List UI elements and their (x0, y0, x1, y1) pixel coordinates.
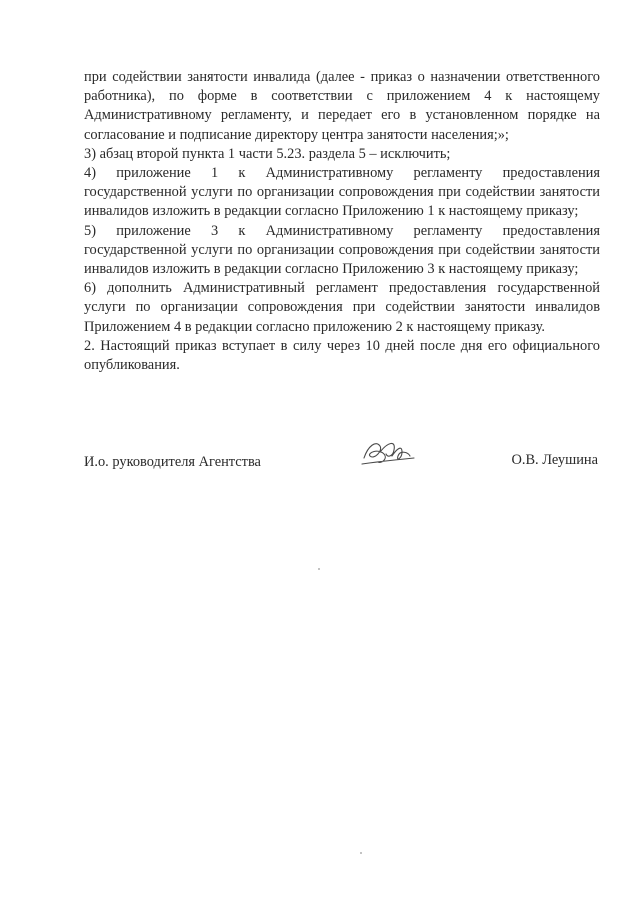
paragraph-item-5: 5) приложение 3 к Административному регламенту предоставления государственной услуги по организации сопровождения при содействии занятости инвалидов изложить в редакции согласно Приложению 3 к настоящему приказу; (84, 222, 600, 278)
signatory-position: И.о. руководителя Агентства (84, 454, 261, 470)
scan-speck (360, 852, 362, 854)
handwritten-signature (358, 432, 418, 472)
paragraph-item-6: 6) дополнить Административный регламент предоставления государственной услуги по организации сопровождения при содействии занятости инвалидов Приложением 4 в редакции согласно приложению 2 к настоящему приказу. (84, 280, 600, 335)
document-body (84, 68, 600, 375)
signature-block (84, 446, 600, 486)
paragraph-clause-2: 2. Настоящий приказ вступает в силу через 10 дней после дня его официального опубликования. (84, 337, 600, 374)
signatory-name: О.В. Леушина (511, 452, 598, 468)
paragraph-continuation: при содействии занятости инвалида (далее - приказ о назначении ответственного работника), по форме в соответствии с приложением 4 к настоящему Административному регламенту, и передает его в установленном порядке на согласование и подписание директору центра занятости населения;»; (84, 69, 600, 143)
paragraph-item-4: 4) приложение 1 к Административному регламенту предоставления государственной услуги по организации сопровождения при содействии занятости инвалидов изложить в редакции согласно Приложению 1 к настоящему приказу; (84, 165, 600, 220)
paragraph-item-3: 3) абзац второй пункта 1 части 5.23. раздела 5 – исключить; (84, 145, 451, 162)
scan-speck (318, 568, 320, 570)
